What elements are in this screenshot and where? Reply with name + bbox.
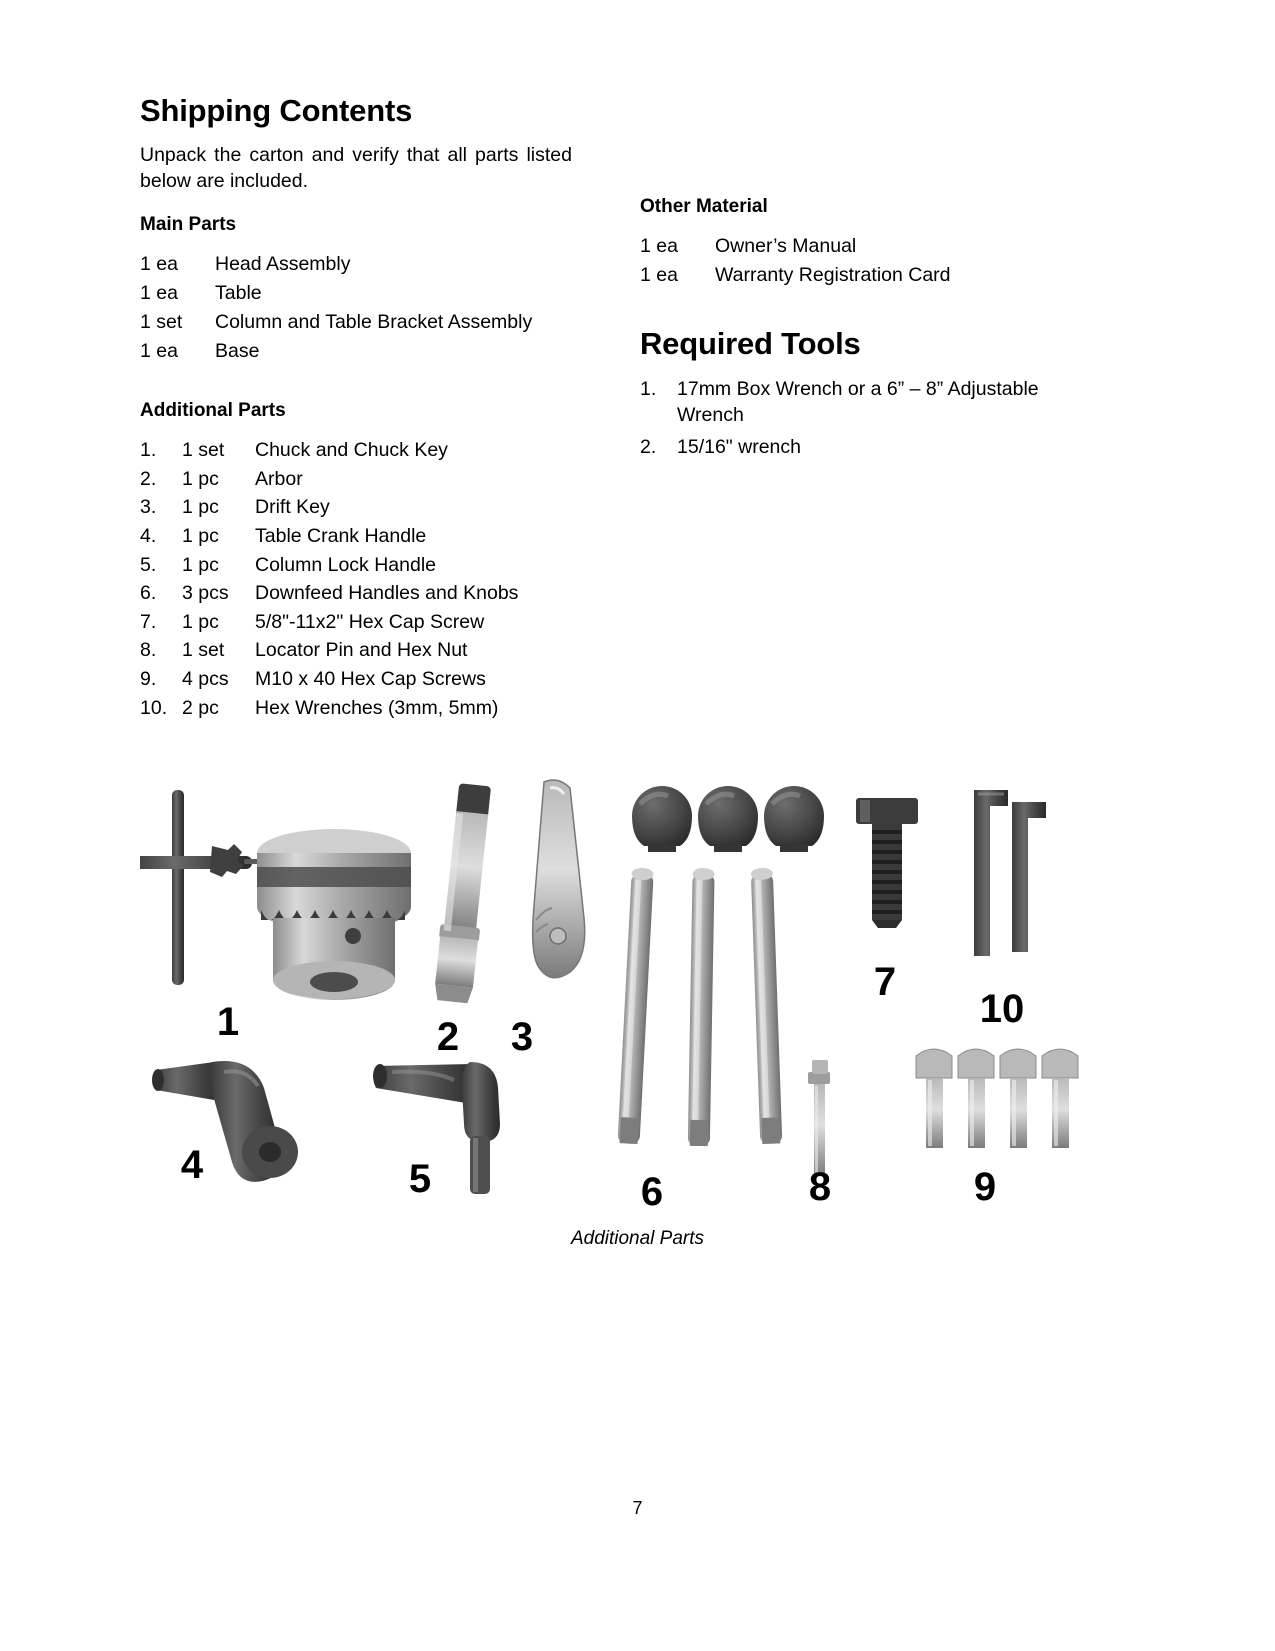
downfeed-knob [698,786,758,852]
item-qty: 1 set [182,639,225,662]
part-8-locator-pin-and-hex-nut [808,1060,830,1176]
main-parts-heading: Main Parts [140,214,237,236]
item-qty: 1 pc [182,496,219,519]
right-column [640,196,1090,466]
item-desc: Chuck and Chuck Key [255,439,448,462]
item-desc: Column and Table Bracket Assembly [215,311,533,334]
item-desc: Base [215,340,260,363]
figure-caption: Additional Parts [570,1228,705,1249]
list-item [140,465,610,494]
item-number: 10. [140,696,168,719]
part-3-drift-key [533,780,585,978]
item-desc: Hex Wrenches (3mm, 5mm) [255,696,499,719]
part-1-chuck-and-chuck-key [140,790,411,1044]
item-qty: 4 pcs [182,667,229,690]
item-desc: Table [215,282,262,305]
additional-parts-illustration [140,760,1100,1260]
item-desc: 15/16" wrench [677,436,801,458]
item-number: 1. [140,439,157,462]
left-column [140,95,610,722]
additional-parts-list [140,436,610,722]
item-qty: 1 ea [140,253,178,276]
downfeed-handle [688,868,715,1146]
part-5-column-lock-handle [373,1062,500,1194]
list-item [640,434,1090,460]
list-item [140,636,610,665]
hex-cap-screw [958,1049,994,1148]
callout-10: 10 [979,987,1025,1031]
item-number: 6. [140,582,157,605]
item-qty: 1 ea [140,282,178,305]
callout-6: 6 [640,1170,664,1214]
item-qty: 1 pc [182,467,219,490]
part-9-m10x40-hex-cap-screws [916,1049,1078,1148]
part-6-downfeed-handles-and-knobs [618,786,824,1146]
list-item [140,579,610,608]
part-10-hex-wrenches [974,790,1046,956]
list-item [140,250,610,279]
hex-cap-screw [1042,1049,1078,1148]
downfeed-knob [764,786,824,852]
item-qty: 1 set [182,439,225,462]
item-number: 4. [140,524,157,547]
callout-2: 2 [436,1015,460,1059]
downfeed-handle [618,867,654,1144]
item-desc: Head Assembly [215,253,351,276]
item-qty: 1 pc [182,610,219,633]
intro-paragraph: Unpack the carton and verify that all parts listed below are included. [140,143,572,192]
downfeed-handle [751,867,783,1144]
item-desc: Warranty Registration Card [715,264,951,286]
list-item [140,522,610,551]
part-4-table-crank-handle [152,1061,298,1182]
required-tools-list [640,376,1090,460]
item-desc: Locator Pin and Hex Nut [255,639,468,662]
page-number: 7 [632,1498,643,1518]
page-title: Shipping Contents [140,93,413,128]
callout-5: 5 [408,1157,432,1201]
item-desc: Owner’s Manual [715,235,857,257]
callout-1: 1 [216,1000,240,1044]
item-desc: 5/8"-11x2" Hex Cap Screw [255,610,485,633]
main-parts-list [140,250,610,366]
section-spacer [140,366,610,400]
required-tools-title: Required Tools [640,326,861,361]
item-number: 1. [640,378,657,400]
item-desc: M10 x 40 Hex Cap Screws [255,667,486,690]
list-item [140,694,610,723]
item-desc: Drift Key [255,496,330,519]
other-material-list [640,232,1090,290]
item-number: 3. [140,496,157,519]
item-number: 8. [140,639,157,662]
list-item [140,551,610,580]
item-number: 5. [140,553,157,576]
item-qty: 1 set [140,311,183,334]
list-item [640,261,1090,290]
list-item [140,279,610,308]
item-qty: 3 pcs [182,582,229,605]
additional-parts-heading: Additional Parts [140,400,286,422]
list-item [140,436,610,465]
list-item [140,337,610,366]
part-2-arbor [432,783,495,1004]
item-qty: 1 ea [640,235,678,257]
item-number: 9. [140,667,157,690]
callout-8: 8 [808,1165,832,1209]
hex-cap-screw [916,1049,952,1148]
item-desc: Downfeed Handles and Knobs [255,582,519,605]
callout-3: 3 [510,1015,534,1059]
callout-7: 7 [873,960,897,1004]
item-qty: 1 ea [140,340,178,363]
item-number: 2. [140,467,157,490]
item-number: 2. [640,436,657,458]
list-item [140,608,610,637]
callout-4: 4 [180,1143,204,1187]
list-item [140,308,610,337]
list-item [140,493,610,522]
item-desc: 17mm Box Wrench or a 6” – 8” Adjustable Wrench [677,378,1039,426]
downfeed-knob [632,786,692,852]
item-qty: 1 pc [182,524,219,547]
list-item [640,232,1090,261]
hex-cap-screw [1000,1049,1036,1148]
part-7-hex-cap-screw [856,798,918,928]
callout-9: 9 [973,1165,997,1209]
list-item [140,665,610,694]
item-desc: Arbor [255,467,303,490]
list-item [640,376,1090,428]
item-qty: 2 pc [182,696,219,719]
other-material-heading: Other Material [640,196,768,217]
item-qty: 1 ea [640,264,678,286]
item-qty: 1 pc [182,553,219,576]
item-desc: Table Crank Handle [255,524,427,547]
item-desc: Column Lock Handle [255,553,437,576]
item-number: 7. [140,610,157,633]
